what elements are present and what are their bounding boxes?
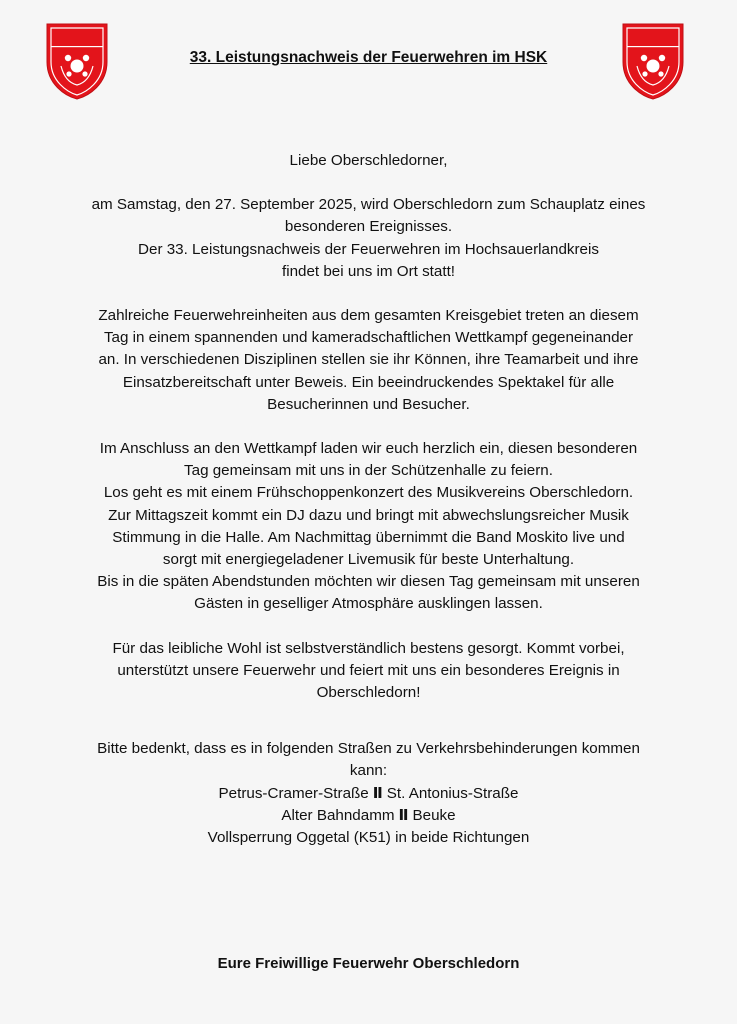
celebration-line: Tag gemeinsam mit uns in der Schützenhalle zu feiern. [184,462,553,480]
competition-line: Tag in einem spannenden und kameradschaftlichen Wettkampf gegeneinander [103,329,634,347]
traffic-intro-line: Bitte bedenkt, dass es in folgenden Straßen zu Verkehrsbehinderungen kommen [97,740,640,758]
street-name: St. Antonius-Straße [386,784,519,802]
competition-line: an. In verschiedenen Disziplinen stellen sie ihr Können, ihre Teamarbeit und ihre [98,351,639,369]
traffic-row [60,805,677,827]
traffic-row [60,783,677,805]
celebration-line: Gästen in geselliger Atmosphäre ausklingen lassen. [194,595,543,613]
celebration-line: Im Anschluss an den Wettkampf laden wir euch herzlich ein, diesen besonderen [99,440,638,458]
greeting: Liebe Oberschledorner, [289,152,448,169]
intro-paragraph [60,194,677,283]
street-separator: Ⅱ [398,806,409,824]
food-paragraph [60,638,677,705]
signature: Eure Freiwillige Feuerwehr Oberschledorn [217,955,520,972]
celebration-line: Zur Mittagszeit kommt ein DJ dazu und bringt mit abwechslungsreicher Musik [108,506,629,524]
traffic-notice [60,738,677,849]
traffic-row: Vollsperrung Oggetal (K51) in beide Richtungen [207,829,530,847]
celebration-line: Stimmung in die Halle. Am Nachmittag übernimmt die Band Moskito live und [112,528,625,546]
food-line: unterstützt unsere Feuerwehr und feiert mit uns ein besonderes Ereignis in [117,661,620,679]
celebration-line: Los geht es mit einem Frühschoppenkonzert des Musikvereins Oberschledorn. [103,484,634,502]
celebration-line: Bis in die späten Abendstunden möchten wir diesen Tag gemeinsam mit unseren [97,573,640,591]
intro-line: Der 33. Leistungsnachweis der Feuerwehren im Hochsauerlandkreis [138,240,599,258]
street-name: Petrus-Cramer-Straße [218,784,369,802]
intro-line: besonderen Ereignisses. [284,218,453,236]
celebration-line: sorgt mit energiegeladener Livemusik für beste Unterhaltung. [162,551,575,569]
traffic-intro-line: kann: [349,762,388,780]
letter-body [60,150,677,849]
page-title: 33. Leistungsnachweis der Feuerwehren im HSK [189,49,548,66]
celebration-paragraph [60,438,677,616]
competition-line: Zahlreiche Feuerwehreinheiten aus dem gesamten Kreisgebiet treten an diesem [98,307,639,325]
intro-line: am Samstag, den 27. September 2025, wird Oberschledorn zum Schauplatz eines [91,196,646,214]
street-name: Alter Bahndamm [281,806,395,824]
competition-paragraph [60,305,677,416]
food-line: Oberschledorn! [316,684,421,702]
street-separator: Ⅱ [372,784,383,802]
street-name: Beuke [412,806,456,824]
intro-line: findet bei uns im Ort statt! [281,262,456,280]
competition-line: Einsatzbereitschaft unter Beweis. Ein beeindruckendes Spektakel für alle [122,373,615,391]
competition-line: Besucherinnen und Besucher. [267,395,470,413]
food-line: Für das leibliche Wohl ist selbstverständlich bestens gesorgt. Kommt vorbei, [112,639,625,657]
